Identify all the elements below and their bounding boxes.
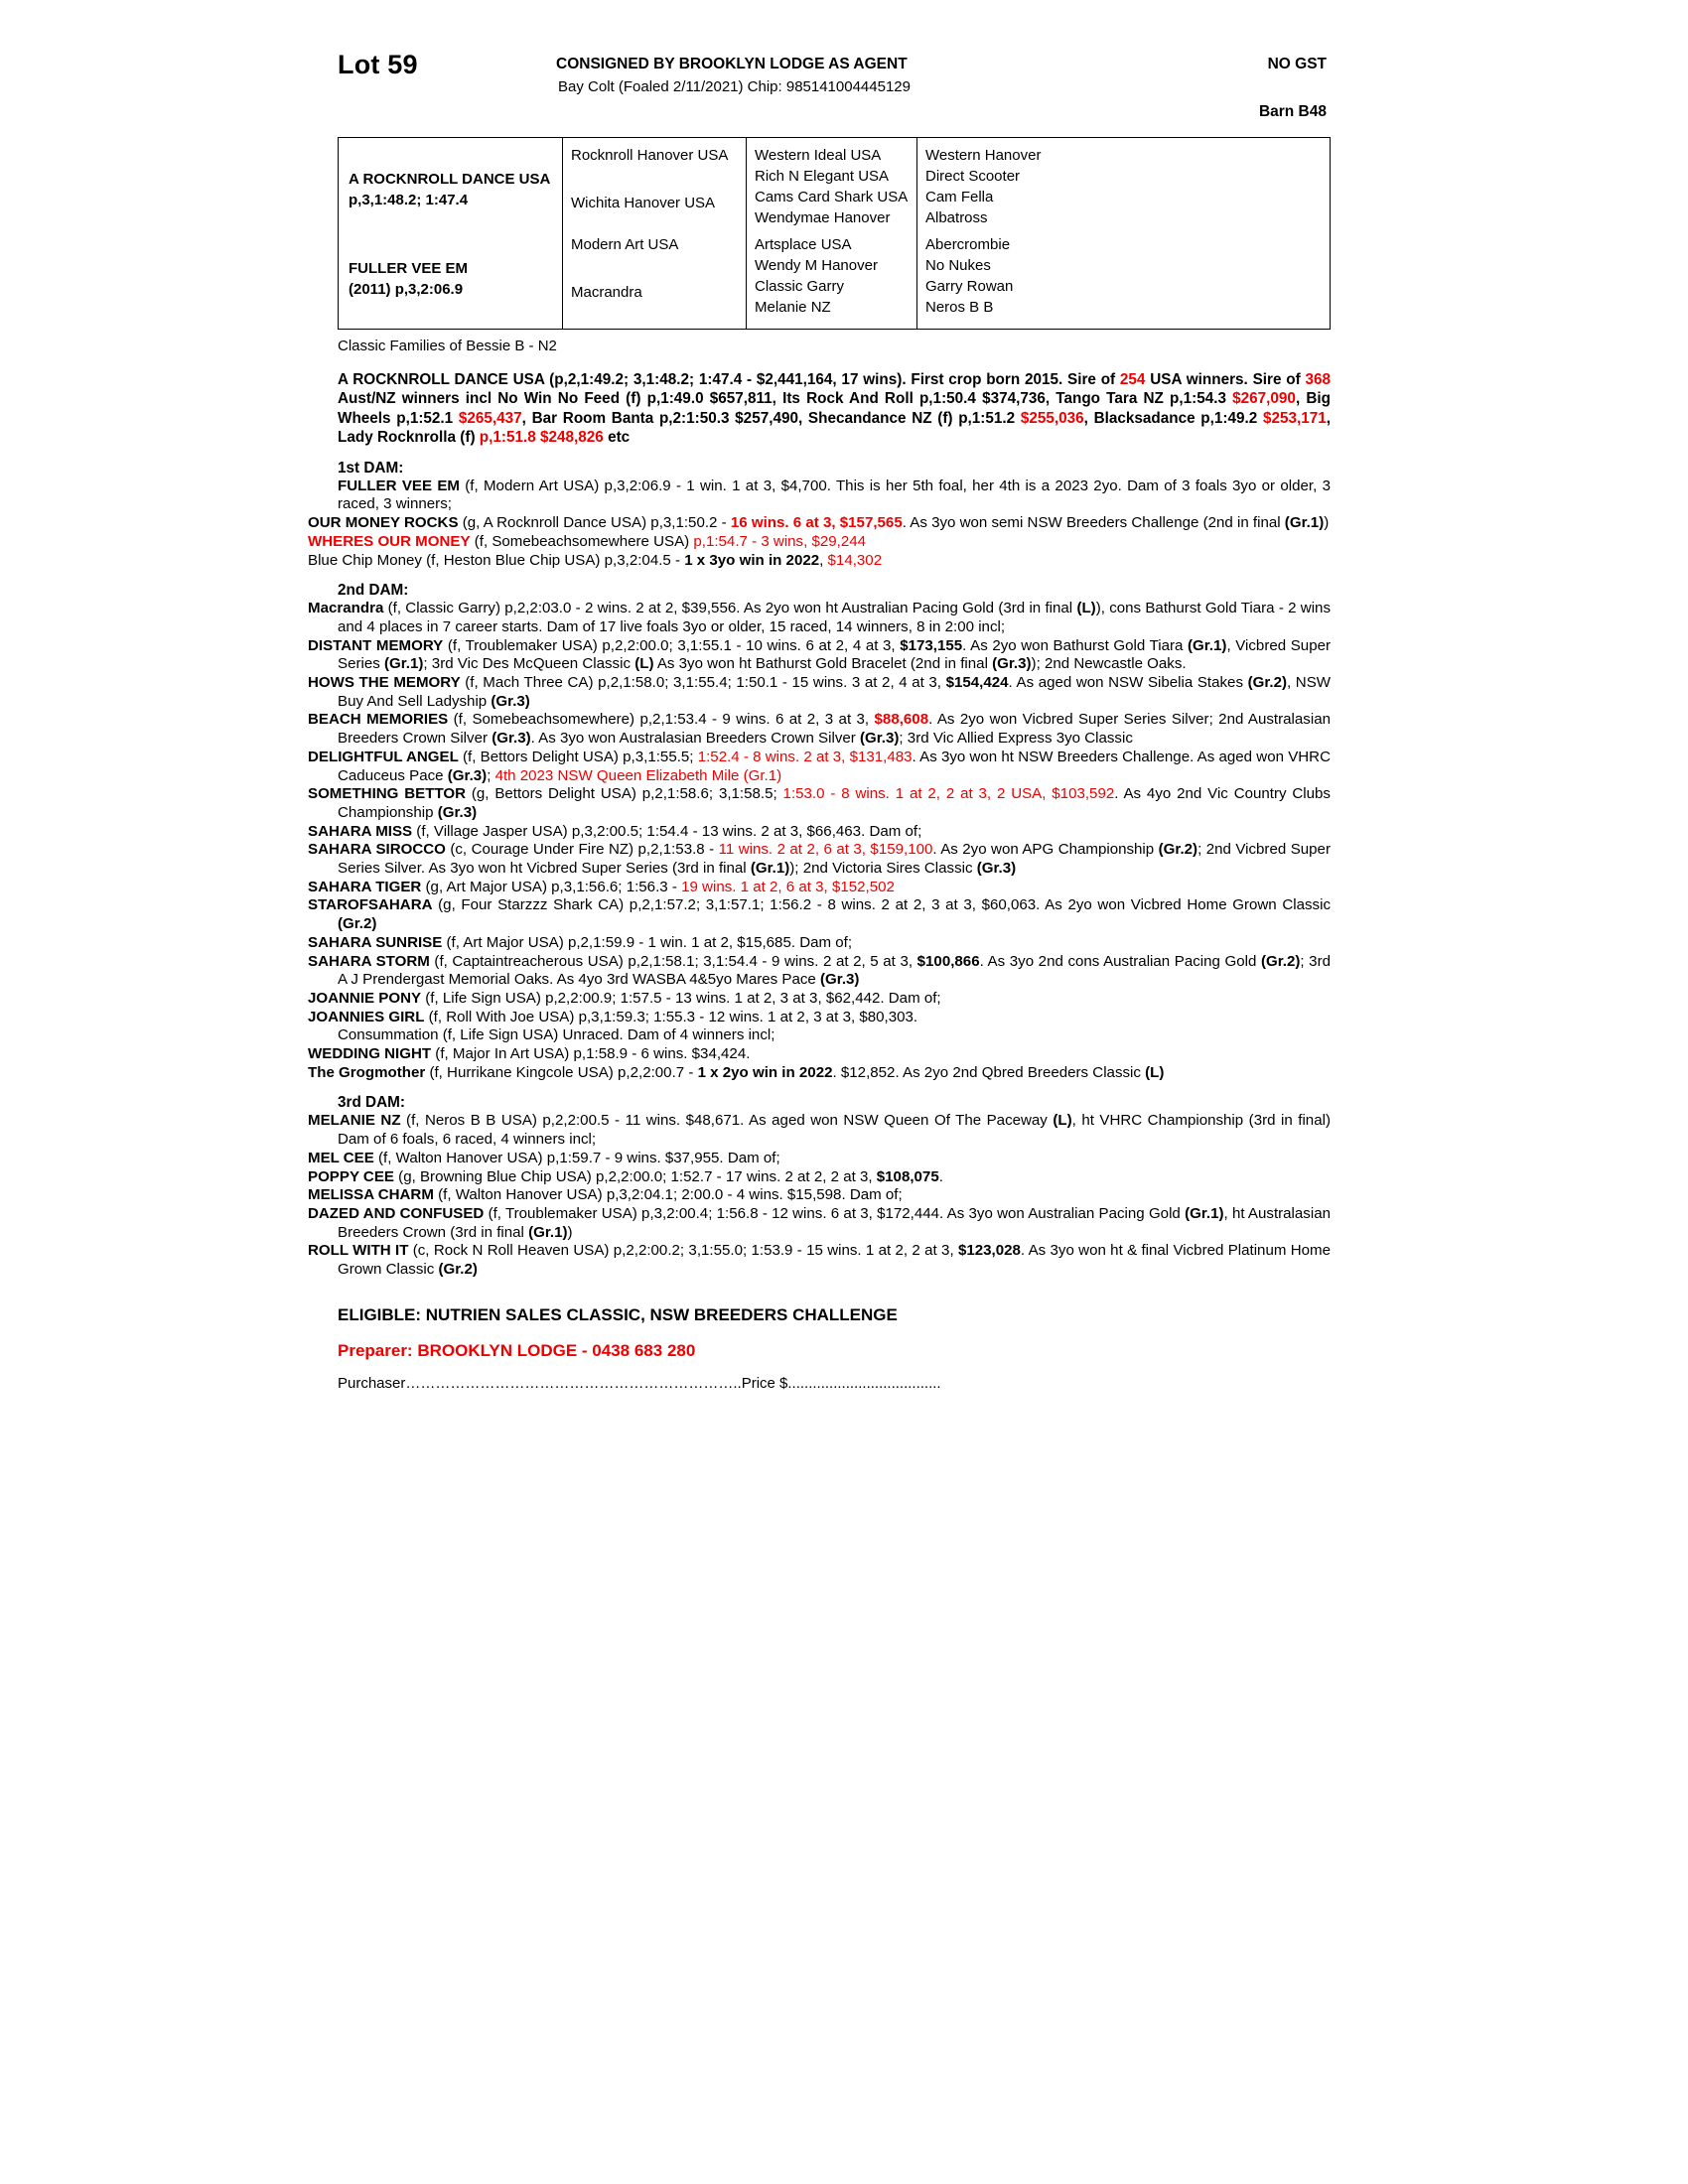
text-run: ;: [487, 766, 495, 784]
text-run: (f, Life Sign USA) p,2,2:00.9; 1:57.5 - 13 wins. 1 at 2, 3 at 3, $62,442. Dam of;: [421, 989, 941, 1007]
text-run: SOMETHING BETTOR: [308, 785, 467, 803]
text-run: . As 3yo 2nd cons Australian Pacing Gold: [979, 952, 1261, 970]
first-dam-entries: [308, 477, 1331, 571]
text-run: ): [1324, 514, 1330, 532]
pedigree-entry: [308, 822, 1331, 842]
text-run: $253,171: [1262, 409, 1327, 427]
text-run: (f, Classic Garry) p,2,2:03.0 - 2 wins. 2 at 2, $39,556. As 2yo won ht Australian Pacing Gold (3rd in final: [383, 600, 1077, 617]
text-run: 1:53.0 - 8 wins. 1 at 2, 2 at 3, 2 USA, $103,592: [782, 785, 1115, 803]
gst-status: NO GST: [1267, 56, 1327, 72]
text-run: (g, A Rocknroll Dance USA) p,3,1:50.2 -: [458, 514, 731, 532]
pedigree-cell: Cams Card Shark USA: [755, 189, 909, 205]
text-run: (g, Four Starzzz Shark CA) p,2,1:57.2; 3,1:57.1; 1:56.2 - 8 wins. 2 at 2, 3 at 3, $60,063. As 2yo won Vicbred Home Grown Classic: [432, 896, 1331, 914]
pedigree-cell: Cam Fella: [925, 189, 994, 205]
text-run: As 3yo won ht Bathurst Gold Bracelet (2nd in final: [653, 655, 993, 673]
pedigree-entry: [308, 600, 1331, 636]
text-run: . As 2yo won Bathurst Gold Tiara: [962, 636, 1189, 654]
dam-record: (2011) p,3,2:06.9: [349, 281, 464, 298]
text-run: ; 3rd A J Prendergast Memorial Oaks. As 4yo 3rd WASBA 4&5yo Mares Pace: [338, 952, 1331, 989]
text-run: (g, Browning Blue Chip USA) p,2,2:00.0; 1:52.7 - 17 wins. 2 at 2, 2 at 3,: [393, 1167, 877, 1185]
text-run: $123,028: [957, 1242, 1021, 1260]
pedigree-cell: No Nukes: [925, 257, 991, 274]
text-run: (Gr.3): [447, 766, 488, 784]
pedigree-entry: [308, 674, 1332, 711]
text-run: (Gr.3): [820, 971, 860, 989]
pedigree-entry: [308, 1008, 1331, 1027]
text-run: 1 x 3yo win in 2022: [684, 551, 820, 569]
text-run: Macrandra: [308, 600, 384, 617]
text-run: . As 3yo won Australasian Breeders Crown Silver: [530, 730, 860, 748]
text-run: ; 3rd Vic Allied Express 3yo Classic: [899, 730, 1133, 748]
pedigree-entry: [308, 1149, 1331, 1168]
text-run: (f, Troublemaker USA) p,2,2:00.0; 3,1:55.1 - 10 wins. 6 at 2, 4 at 3,: [443, 636, 901, 654]
text-run: . As 2yo won Vicbred Super Series Silver; 2nd Australasian Breeders Crown Silver: [338, 711, 1331, 748]
sire-summary-paragraph: [338, 370, 1331, 448]
text-run: HOWS THE MEMORY: [308, 674, 461, 692]
text-run: ROLL WITH IT: [308, 1242, 409, 1260]
sire-name: A ROCKNROLL DANCE USA: [349, 171, 551, 188]
text-run: (f, Mach Three CA) p,2,1:58.0; 3,1:55.4; 1:50.1 - 15 wins. 3 at 2, 4 at 3,: [460, 674, 946, 692]
text-run: (f, Bettors Delight USA) p,3,1:55.5;: [458, 748, 698, 765]
text-run: (f, Roll With Joe USA) p,3,1:59.3; 1:55.3 - 12 wins. 1 at 2, 3 at 3, $80,303.: [424, 1008, 918, 1025]
text-run: (g, Bettors Delight USA) p,2,1:58.6; 3,1:58.5;: [466, 785, 783, 803]
pedigree-entry: [308, 952, 1331, 990]
text-run: (Gr.1): [750, 860, 790, 878]
pedigree-entry: [338, 1026, 1331, 1045]
pedigree-entry: [308, 1045, 1331, 1064]
text-run: . As 3yo won ht & final Vicbred Platinum Home Grown Classic: [338, 1242, 1331, 1279]
pedigree-cell: Macrandra: [571, 284, 642, 301]
text-run: ,: [819, 551, 828, 569]
text-run: $267,090: [1232, 390, 1296, 408]
text-run: 16 wins. 6 at 3, $157,565: [730, 514, 903, 532]
text-run: etc: [603, 429, 631, 447]
text-run: 254: [1119, 371, 1146, 388]
pedigree-entry: [308, 785, 1331, 822]
text-run: 4th 2023 NSW Queen Elizabeth Mile (Gr.1): [494, 766, 782, 784]
text-run: FULLER VEE EM: [338, 477, 460, 494]
pedigree-entry: [308, 711, 1331, 748]
text-run: . As aged won NSW Sibelia Stakes: [1008, 674, 1248, 692]
text-run: SAHARA TIGER: [308, 878, 422, 895]
pedigree-cell: Abercrombie: [925, 236, 1011, 253]
text-run: , NSW Buy And Sell Ladyship: [338, 674, 1332, 710]
text-run: (Gr.1): [1185, 1205, 1224, 1222]
text-run: , Bar Room Banta p,2:1:50.3 $257,490, Shecandance NZ (f) p,1:51.2: [521, 409, 1021, 427]
text-run: (L): [1053, 1112, 1072, 1130]
text-run: DISTANT MEMORY: [308, 636, 444, 654]
text-run: WHERES OUR MONEY: [308, 532, 471, 550]
text-run: $108,075: [876, 1167, 939, 1185]
pedigree-entry: [308, 896, 1331, 933]
text-run: (f, Walton Hanover USA) p,3,2:04.1; 2:00.0 - 4 wins. $15,598. Dam of;: [433, 1186, 903, 1204]
foaling-details: Bay Colt (Foaled 2/11/2021) Chip: 985141004445129: [558, 78, 911, 95]
pedigree-column-4th-generation: [916, 138, 1076, 329]
text-run: DELIGHTFUL ANGEL: [308, 748, 459, 765]
pedigree-table: [338, 137, 1331, 330]
text-run: (f, Troublemaker USA) p,3,2:00.4; 1:56.8 - 12 wins. 6 at 3, $172,444. As 3yo won Australian Pacing Gold: [484, 1205, 1186, 1222]
text-run: (Gr.3): [492, 730, 531, 748]
text-run: , Blacksadance p,1:49.2: [1083, 409, 1263, 427]
text-run: (Gr.2): [1260, 952, 1301, 970]
barn-number: Barn B48: [1258, 103, 1327, 120]
text-run: The Grogmother: [308, 1063, 426, 1081]
pedigree-cell: Rocknroll Hanover USA: [571, 147, 729, 164]
text-run: (f, Modern Art USA) p,3,2:06.9 - 1 win. 1 at 3, $4,700. This is her 5th foal, her 4th is a 2023 2yo. Dam of 3 foals 3yo or older, 3 raced, 3 winners;: [338, 477, 1331, 513]
pedigree-cell: Wendymae Hanover: [755, 209, 891, 226]
text-run: SAHARA SUNRISE: [308, 933, 443, 951]
text-run: 19 wins. 1 at 2, 6 at 3, $152,502: [681, 878, 895, 895]
purchaser-line: Purchaser…………………………………………………………..Price $.....................................: [338, 1374, 941, 1392]
text-run: (Gr.1): [1284, 514, 1325, 532]
pedigree-entry: [308, 878, 1331, 897]
text-run: (Gr.2): [438, 1261, 478, 1279]
text-run: (f, Somebeachsomewhere USA): [470, 532, 694, 550]
text-run: 1 x 2yo win in 2022: [697, 1063, 833, 1081]
text-run: (Gr.1): [1188, 636, 1227, 654]
text-run: $173,155: [900, 636, 963, 654]
text-run: 11 wins. 2 at 2, 6 at 3, $159,100: [718, 841, 933, 859]
text-run: (L): [1145, 1063, 1165, 1081]
eligibility-line: ELIGIBLE: NUTRIEN SALES CLASSIC, NSW BREEDERS CHALLENGE: [338, 1304, 898, 1324]
classic-families-line: Classic Families of Bessie B - N2: [338, 338, 557, 354]
text-run: (Gr.2): [1247, 674, 1288, 692]
text-run: A ROCKNROLL DANCE USA (p,2,1:49.2; 3,1:48.2; 1:47.4 - $2,441,164, 17 wins). First crop born 2015. Sire of: [338, 371, 1120, 388]
text-run: MELISSA CHARM: [308, 1186, 434, 1204]
text-run: (c, Rock N Roll Heaven USA) p,2,2:00.2; 3,1:55.0; 1:53.9 - 15 wins. 1 at 2, 2 at 3,: [408, 1242, 958, 1260]
pedigree-entry: [308, 551, 1331, 571]
text-run: , Vicbred Super Series: [338, 636, 1332, 673]
text-run: , ht Australasian Breeders Crown (3rd in final: [338, 1205, 1331, 1241]
pedigree-entry: [308, 1063, 1331, 1083]
pedigree-column-parents: [349, 138, 562, 329]
text-run: (f, Captaintreacherous USA) p,2,1:58.1; 3,1:54.4 - 9 wins. 2 at 2, 5 at 3,: [429, 952, 917, 970]
text-run: (f, Somebeachsomewhere) p,2,1:53.4 - 9 wins. 6 at 2, 3 at 3,: [448, 711, 875, 729]
pedigree-entry: [308, 841, 1331, 878]
text-run: (f, Hurrikane Kingcole USA) p,2,2:00.7 -: [425, 1063, 698, 1081]
text-run: (f, Major In Art USA) p,1:58.9 - 6 wins. $34,424.: [431, 1045, 751, 1063]
page-title: Lot 59: [338, 50, 418, 79]
text-run: STAROFSAHARA: [308, 896, 433, 914]
pedigree-entry: [308, 748, 1331, 785]
text-run: Consummation (f, Life Sign USA) Unraced. Dam of 4 winners incl;: [338, 1026, 775, 1044]
consignor-line: CONSIGNED BY BROOKLYN LODGE AS AGENT: [556, 56, 908, 72]
text-run: WEDDING NIGHT: [308, 1045, 432, 1063]
pedigree-entry: [308, 1242, 1331, 1279]
text-run: JOANNIE PONY: [308, 989, 422, 1007]
pedigree-cell: Albatross: [925, 209, 988, 226]
second-dam-heading: 2nd DAM:: [338, 582, 409, 600]
pedigree-cell: Neros B B: [925, 299, 994, 316]
pedigree-entry: [308, 1112, 1331, 1149]
text-run: . $12,852. As 2yo 2nd Qbred Breeders Classic: [832, 1063, 1146, 1081]
text-run: , Big Wheels p,1:52.1: [338, 390, 1331, 427]
text-run: ; 3rd Vic Des McQueen Classic: [423, 655, 635, 673]
text-run: (L): [634, 655, 654, 673]
text-run: . As 3yo won ht NSW Breeders Challenge. As aged won VHRC Caduceus Pace: [338, 748, 1331, 784]
text-run: ), cons Bathurst Gold Tiara - 2 wins and 4 places in 7 career starts. Dam of 17 live foals 3yo or older, 15 raced, 14 winners, 8 in 2:00 incl;: [338, 600, 1331, 635]
text-run: (c, Courage Under Fire NZ) p,2,1:53.8 -: [445, 841, 719, 859]
pedigree-entry: [308, 514, 1331, 533]
third-dam-entries: [308, 1112, 1331, 1279]
text-run: OUR MONEY ROCKS: [308, 514, 459, 532]
pedigree-cell: Direct Scooter: [925, 168, 1021, 185]
pedigree-entry: [308, 1205, 1331, 1242]
text-run: . As 4yo 2nd Vic Country Clubs Championship: [338, 785, 1331, 821]
pedigree-cell: Classic Garry: [755, 278, 845, 295]
text-run: (Gr.2): [338, 915, 377, 933]
third-dam-heading: 3rd DAM:: [338, 1094, 405, 1112]
pedigree-cell: Western Hanover: [925, 147, 1042, 164]
text-run: (Gr.1): [528, 1223, 568, 1241]
pedigree-column-great-grandparents: [746, 138, 917, 329]
pedigree-cell: Garry Rowan: [925, 278, 1014, 295]
text-run: (Gr.2): [1158, 841, 1198, 859]
text-run: ): [567, 1223, 573, 1241]
pedigree-cell: Rich N Elegant USA: [755, 168, 890, 185]
text-run: MELANIE NZ: [308, 1112, 401, 1130]
text-run: 1:52.4 - 8 wins. 2 at 3, $131,483: [697, 748, 913, 765]
text-run: (g, Art Major USA) p,3,1:56.6; 1:56.3 -: [421, 878, 682, 895]
page-header: [338, 40, 1331, 119]
text-run: (Gr.3): [992, 655, 1032, 673]
text-run: Blue Chip Money (f, Heston Blue Chip USA) p,3,2:04.5 -: [308, 551, 685, 569]
text-run: (Gr.3): [491, 692, 530, 710]
preparer-line: Preparer: BROOKLYN LODGE - 0438 683 280: [338, 1340, 696, 1360]
pedigree-cell: Artsplace USA: [755, 236, 852, 253]
pedigree-cell: Western Ideal USA: [755, 147, 882, 164]
text-run: BEACH MEMORIES: [308, 711, 449, 729]
text-run: (Gr.3): [437, 803, 478, 821]
text-run: Aust/NZ winners incl No Win No Feed (f) p,1:49.0 $657,811, Its Rock And Roll p,1:50.4 $374,736, Tango Tara NZ p,1:54.3: [338, 390, 1233, 408]
text-run: $255,036: [1020, 409, 1084, 427]
text-run: .: [938, 1167, 943, 1185]
text-run: 368: [1305, 371, 1331, 388]
text-run: MEL CEE: [308, 1149, 374, 1166]
text-run: p,1:54.7 - 3 wins, $29,244: [693, 532, 867, 550]
text-run: (Gr.3): [860, 730, 900, 748]
text-run: (f, Walton Hanover USA) p,1:59.7 - 9 wins. $37,955. Dam of;: [373, 1149, 780, 1166]
text-run: USA winners. Sire of: [1145, 371, 1306, 388]
pedigree-entry: [308, 989, 1331, 1009]
pedigree-column-grandparents: [562, 138, 747, 329]
first-dam-heading: 1st DAM:: [338, 459, 404, 477]
pedigree-entry: [308, 532, 1331, 552]
text-run: ; 2nd Vicbred Super Series Silver. As 3yo won ht Vicbred Super Series (3rd in final: [338, 841, 1331, 878]
sire-record: p,3,1:48.2; 1:47.4: [349, 192, 469, 208]
text-run: JOANNIES GIRL: [308, 1008, 425, 1025]
pedigree-cell: Modern Art USA: [571, 236, 679, 253]
text-run: $265,437: [458, 409, 522, 427]
text-run: $100,866: [916, 952, 980, 970]
text-run: , Lady Rocknrolla (f): [338, 409, 1331, 447]
pedigree-entry: [338, 478, 1331, 514]
text-run: . As 3yo won semi NSW Breeders Challenge (2nd in final: [902, 514, 1285, 532]
text-run: (Gr.3): [976, 860, 1017, 878]
text-run: DAZED AND CONFUSED: [308, 1205, 485, 1222]
text-run: ); 2nd Newcastle Oaks.: [1031, 655, 1187, 673]
pedigree-entry: [308, 933, 1331, 953]
text-run: . As 2yo won APG Championship: [932, 841, 1159, 859]
sale-catalogue-page: [308, 40, 1332, 1392]
text-run: $154,424: [945, 674, 1009, 692]
text-run: (f, Neros B B USA) p,2,2:00.5 - 11 wins. $48,671. As aged won NSW Queen Of The Paceway: [400, 1112, 1054, 1130]
text-run: SAHARA MISS: [308, 822, 413, 840]
text-run: (Gr.1): [383, 655, 424, 673]
text-run: , ht VHRC Championship (3rd in final) Dam of 6 foals, 6 raced, 4 winners incl;: [338, 1112, 1331, 1149]
pedigree-cell: Wichita Hanover USA: [571, 195, 716, 211]
text-run: p,1:51.8 $248,826: [479, 429, 604, 447]
text-run: $88,608: [874, 711, 929, 729]
text-run: (f, Art Major USA) p,2,1:59.9 - 1 win. 1 at 2, $15,685. Dam of;: [442, 933, 853, 951]
dam-name: FULLER VEE EM: [349, 260, 469, 277]
text-run: SAHARA SIROCCO: [308, 841, 446, 859]
pedigree-entry: [308, 1186, 1331, 1205]
text-run: $14,302: [827, 551, 883, 569]
pedigree-cell: Wendy M Hanover: [755, 257, 878, 274]
text-run: POPPY CEE: [308, 1167, 394, 1185]
second-dam-entries: [308, 600, 1332, 1082]
text-run: ); 2nd Victoria Sires Classic: [789, 860, 977, 878]
pedigree-cell: Melanie NZ: [755, 299, 831, 316]
pedigree-entry: [308, 636, 1332, 674]
text-run: (f, Village Jasper USA) p,3,2:00.5; 1:54.4 - 13 wins. 2 at 3, $66,463. Dam of;: [412, 822, 922, 840]
text-run: (L): [1076, 600, 1096, 617]
pedigree-entry: [308, 1167, 1331, 1187]
text-run: SAHARA STORM: [308, 952, 430, 970]
